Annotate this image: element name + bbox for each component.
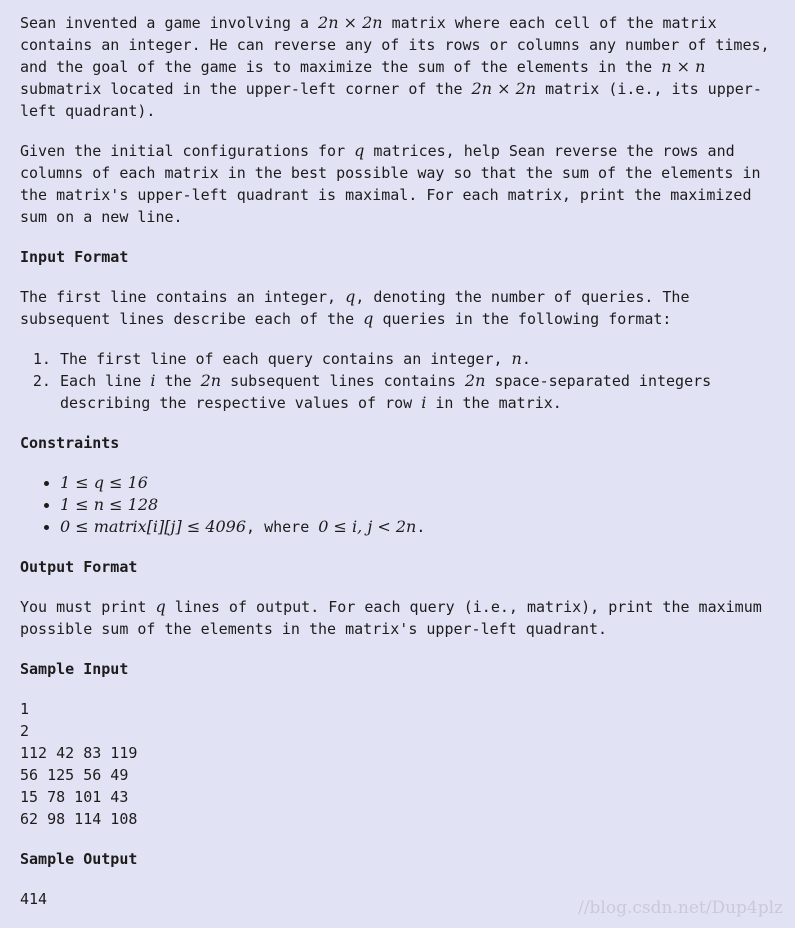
sample-input-line: 1 [20,700,30,718]
math-expression: i [421,393,427,412]
text: The first line contains an integer, [20,288,346,306]
text: lines of output. For each query (i.e., matrix), print the maximum possible sum of the elements in the matrix's upper-left quadrant. [20,598,762,638]
input-format-paragraph [20,286,770,330]
text: Each line [60,372,151,390]
input-format-list [20,348,770,414]
text: . [416,518,426,536]
list-item [60,370,770,414]
sample-output-line: 414 [20,890,48,908]
text: Sean invented a game involving a [20,14,319,32]
text: queries in the following format: [373,310,672,328]
intro-paragraph [20,12,770,122]
text: matrix (i.e., its upper-left quadrant). [20,80,762,120]
text: Given the initial configurations for [20,142,355,160]
constraints-list [20,472,770,538]
list-item [60,472,770,494]
output-format-heading: Output Format [20,558,138,576]
math-expression: q [155,597,166,616]
text: matrix where each cell of the matrix contains an integer. He can reverse any of its rows or columns any number of times, and the goal of the game is to maximize the sum of the elements in the [20,14,770,76]
math-expression: 2n [200,371,222,390]
text: in the matrix. [426,394,562,412]
list-item [60,516,770,538]
math-expression: 2n × 2n [471,79,537,98]
sample-input-heading: Sample Input [20,660,129,678]
math-expression: 1 ≤ n ≤ 128 [60,495,159,514]
text: space-separated integers describing the respective values of row [60,372,712,412]
math-expression: n [511,349,522,368]
math-expression: 2n × 2n [318,13,383,32]
math-expression: 0 ≤ i, j < 2n [318,517,417,536]
math-expression: q [345,287,356,306]
math-expression: n × n [661,57,706,76]
text: matrices, help Sean reverse the rows and columns of each matrix in the best possible way so that the sum of the elements in the matrix's upper-left quadrant is maximal. For each matrix, print the maximized sum on a new line. [20,142,761,226]
math-expression: 2n [464,371,486,390]
sample-input-line: 112 42 83 119 [20,744,138,762]
sample-input-line: 15 78 101 43 [20,788,129,806]
sample-input-line: 2 [20,722,30,740]
text: submatrix located in the upper-left corner of the [20,80,472,98]
math-expression: 1 ≤ q ≤ 16 [60,473,148,492]
text: The first line of each query contains an integer, [60,350,512,368]
input-format-heading: Input Format [20,248,129,266]
text: the [155,372,201,390]
sample-input-block [20,698,770,830]
text: , denoting the number of queries. The subsequent lines describe each of the [20,288,690,328]
problem-statement [20,12,770,928]
math-expression: q [363,309,374,328]
sample-output-heading: Sample Output [20,850,138,868]
watermark: //blog.csdn.net/Dup4plz [578,898,783,918]
text: . [521,350,531,368]
text: subsequent lines contains [221,372,465,390]
math-expression: q [354,141,365,160]
text: , where [246,518,319,536]
constraints-heading: Constraints [20,434,120,452]
list-item [60,494,770,516]
list-item [60,348,770,370]
math-expression: 0 ≤ matrix[i][j] ≤ 4096 [60,517,247,536]
math-expression: i [150,371,156,390]
text: You must print [20,598,156,616]
sample-input-line: 56 125 56 49 [20,766,129,784]
sample-input-line: 62 98 114 108 [20,810,138,828]
task-paragraph [20,140,770,228]
output-format-paragraph [20,596,770,640]
